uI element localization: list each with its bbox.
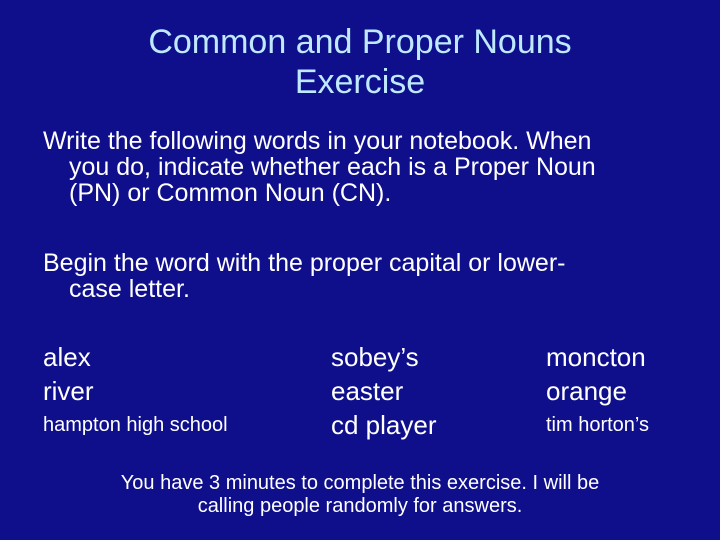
word-item: sobey’s (331, 342, 419, 372)
instruction-1-line-2: you do, indicate whether each is a Proper Noun (69, 153, 596, 181)
instruction-paragraph-1 (43, 128, 703, 206)
word-item: cd player (331, 410, 437, 440)
word-item: hampton high school (43, 414, 228, 436)
word-item: tim horton’s (546, 414, 650, 436)
slide-title (0, 22, 720, 102)
word-column-3 (546, 340, 649, 442)
title-line-1: Common and Proper Nouns (148, 23, 572, 61)
footer-line-2: calling people randomly for answers. (197, 495, 523, 517)
footer-note (0, 472, 720, 518)
word-column-1 (43, 340, 228, 442)
word-item: moncton (546, 342, 646, 372)
word-item: easter (331, 376, 404, 406)
footer-line-1: You have 3 minutes to complete this exercise. I will be (120, 472, 600, 494)
word-item: alex (43, 342, 91, 372)
instruction-1-line-3: (PN) or Common Noun (CN). (69, 179, 392, 207)
title-line-2: Exercise (294, 63, 426, 101)
instruction-2-line-2: case letter. (69, 275, 190, 303)
word-item: orange (546, 376, 627, 406)
word-column-2 (331, 340, 437, 442)
word-item: river (43, 376, 94, 406)
instruction-2-line-1: Begin the word with the proper capital or lower- (43, 249, 566, 277)
instruction-paragraph-2 (43, 250, 703, 302)
instruction-1-line-1: Write the following words in your notebook. When (43, 127, 592, 155)
